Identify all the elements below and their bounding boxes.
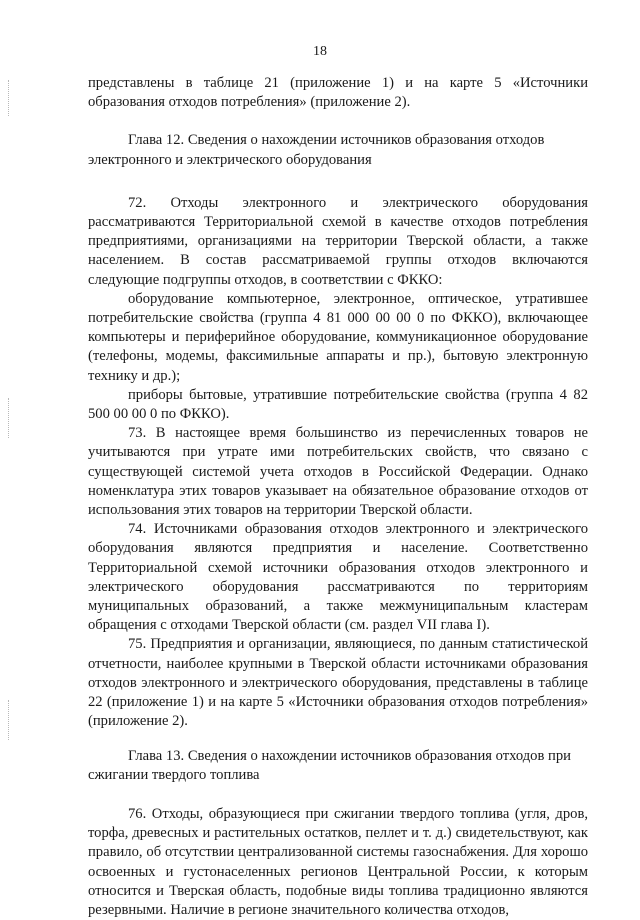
paragraph-continuation: представлены в таблице 21 (приложение 1) и на карте 5 «Источники образования отходов потребления» (приложение 2). (88, 75, 588, 111)
margin-scan-mark (8, 80, 11, 116)
chapter-12-heading: Глава 12. Сведения о нахождении источников образования отходов электронного и электрического оборудования (88, 132, 545, 168)
paragraph-household-appliances: приборы бытовые, утратившие потребительские свойства (группа 4 82 500 00 00 0 по ФККО). (88, 386, 588, 423)
margin-scan-mark (8, 398, 11, 438)
chapter-13-heading: Глава 13. Сведения о нахождении источников образования отходов при сжигании твердого топлива (88, 747, 571, 783)
paragraph-74: 74. Источниками образования отходов электронного и электрического оборудования являются предприятия и население. Соответственно Территориальной схемой источники образования отходов электронного и электрического оборудования рассматриваются по территориям муниципальных образований, а также межмуниципальным кластерам обращения с отходами Тверской области (см. раздел VII глава I). (88, 521, 588, 634)
paragraph-73: 73. В настоящее время большинство из перечисленных товаров не учитываются при утрате ими потребительских свойств, что связано с существующей системой учета отходов в Российской Федерации. Однако номенклатура этих товаров указывает на обязательное образование отходов от использования этих товаров на территории Тверской области. (88, 425, 588, 519)
document-body (88, 74, 588, 920)
paragraph-76: 76. Отходы, образующиеся при сжигании твердого топлива (угля, дров, торфа, древесных и растительных остатков, пеллет и т. д.) свидетельствуют, как правило, об отсутствии централизованной системы газоснабжения. Для хорошо освоенных и густонаселенных регионов Центральной России, к которым относится и Тверская область, подобные виды топлива традиционно являются резервными. Наличие в регионе значительного количества отходов, (88, 805, 588, 918)
margin-scan-mark (8, 700, 11, 740)
paragraph-computer-equipment: оборудование компьютерное, электронное, оптическое, утратившее потребительские свойства (группа 4 81 000 00 00 0 по ФККО), включающее компьютеры и периферийное оборудование, коммуникационное оборудование (телефоны, модемы, факсимильные аппараты и пр.), бытовую электронную технику и др.); (88, 290, 588, 384)
paragraph-75: 75. Предприятия и организации, являющиеся, по данным статистической отчетности, наиболее крупными в Тверской области источниками образования отходов электронного и электрического оборудования, представлены в таблице 22 (приложение 1) и на карте 5 «Источники образования отходов потребления» (приложение 2). (88, 636, 588, 730)
paragraph-72: 72. Отходы электронного и электрического оборудования рассматриваются Территориальной схемой в качестве отходов потребления предприятиями, организациями на территории Тверской области, а также населением. В состав рассматриваемой группы отходов включаются следующие подгруппы отходов, в соответствии с ФККО: (88, 194, 588, 288)
page-number: 18 (313, 44, 327, 59)
